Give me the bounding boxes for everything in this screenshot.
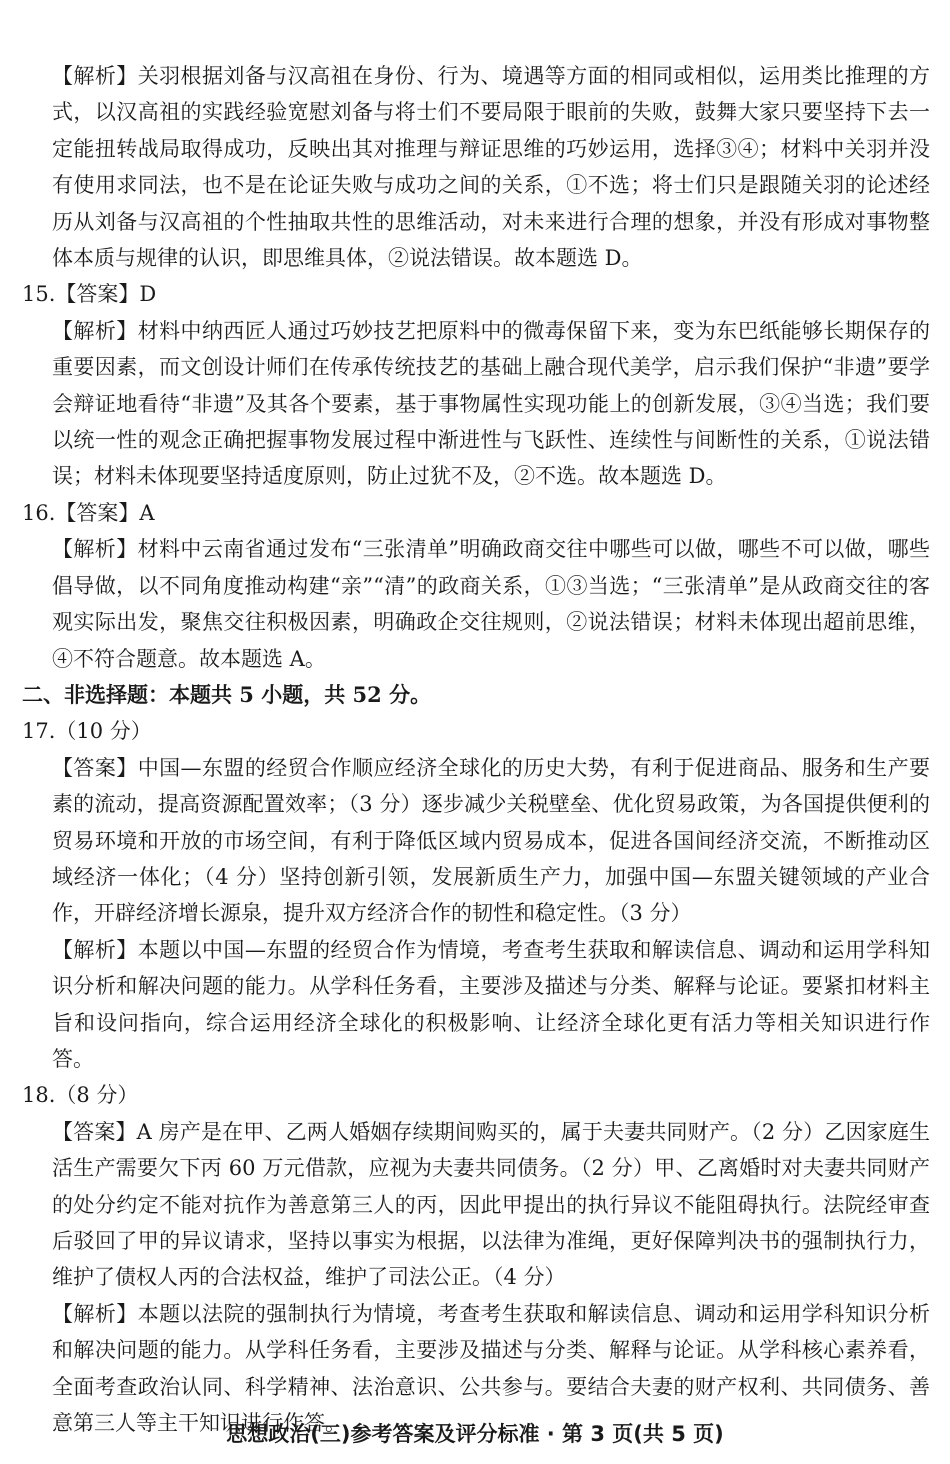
- q16-answer: 16.【答案】A: [22, 500, 155, 525]
- q18-analysis: 【解析】本题以法院的强制执行为情境，考查考生获取和解读信息、调动和运用学科知识分析和解决问题的能力。从学科任务看，主要涉及描述与分类、解释与论证。从学科核心素养看，全面考查政治认同、科学精神、法治意识、公共参与。要结合夫妻的财产权利、共同债务、善意第三人等主干知识进行作答。: [52, 1301, 930, 1436]
- page-content: [22, 58, 930, 1441]
- q18-answer: 【答案】A 房产是在甲、乙两人婚姻存续期间购买的，属于夫妻共同财产。（2 分）乙因家庭生活生产需要欠下丙 60 万元借款，应视为夫妻共同债务。（2 分）甲、乙离婚时对夫妻共同财产的处分约定不能对抗作为善意第三人的丙，因此甲提出的执行异议不能阻碍执行。法院经审查后驳回了甲的异议请求，坚持以事实为根据，以法律为准绳，更好保障判决书的强制执行力，维护了债权人丙的合法权益，维护了司法公正。（4 分）: [52, 1119, 930, 1290]
- q15-answer: 15.【答案】D: [22, 282, 157, 307]
- q17-analysis: 【解析】本题以中国—东盟的经贸合作为情境，考查考生获取和解读信息、调动和运用学科知识分析和解决问题的能力。从学科任务看，主要涉及描述与分类、解释与论证。要紧扣材料主旨和设问指向，综合运用经济全球化的积极影响、让经济全球化更有活力等相关知识进行作答。: [52, 937, 930, 1071]
- page-footer: 思想政治(三)参考答案及评分标准 · 第 3 页(共 5 页): [226, 1422, 724, 1446]
- q15-analysis: 【解析】材料中纳西匠人通过巧妙技艺把原料中的微毒保留下来，变为东巴纸能够长期保存的重要因素，而文创设计师们在传承传统技艺的基础上融合现代美学，启示我们保护“非遗”要学会辩证地看待“非遗”及其各个要素，基于事物属性实现功能上的创新发展，③④当选；我们要以统一性的观念正确把握事物发展过程中渐进性与飞跃性、连续性与间断性的关系，①说法错误；材料未体现要坚持适度原则，防止过犹不及，②不选。故本题选 D。: [52, 318, 930, 489]
- section-title: 二、非选择题：本题共 5 小题，共 52 分。: [22, 681, 432, 707]
- q17-answer: 【答案】中国—东盟的经贸合作顺应经济全球化的历史大势，有利于促进商品、服务和生产要素的流动，提高资源配置效率；（3 分）逐步减少关税壁垒、优化贸易政策，为各国提供便利的贸易环境和开放的市场空间，有利于降低区域内贸易成本，促进各国间经济交流，不断推动区域经济一体化；（4 分）坚持创新引领，发展新质生产力，加强中国—东盟关键领域的产业合作，开辟经济增长源泉，提升双方经济合作的韧性和稳定性。（3 分）: [52, 755, 930, 926]
- q16-analysis: 【解析】材料中云南省通过发布“三张清单”明确政商交往中哪些可以做，哪些不可以做，哪些倡导做，以不同角度推动构建“亲”“清”的政商关系，①③当选；“三张清单”是从政商交往的客观实际出发，聚焦交往积极因素，明确政企交往规则，②说法错误；材料未体现出超前思维，④不符合题意。故本题选 A。: [52, 537, 930, 671]
- q17-heading: 17.（10 分）: [22, 719, 152, 744]
- q14-analysis: 【解析】关羽根据刘备与汉高祖在身份、行为、境遇等方面的相同或相似，运用类比推理的方式，以汉高祖的实践经验宽慰刘备与将士们不要局限于眼前的失败，鼓舞大家只要坚持下去一定能扭转战局取得成功，反映出其对推理与辩证思维的巧妙运用，选择③④；材料中关羽并没有使用求同法，也不是在论证失败与成功之间的关系，①不选；将士们只是跟随关羽的论述经历从刘备与汉高祖的个性抽取共性的思维活动，对未来进行合理的想象，并没有形成对事物整体本质与规律的认识，即思维具体，②说法错误。故本题选 D。: [52, 64, 930, 271]
- q18-heading: 18.（8 分）: [22, 1083, 139, 1108]
